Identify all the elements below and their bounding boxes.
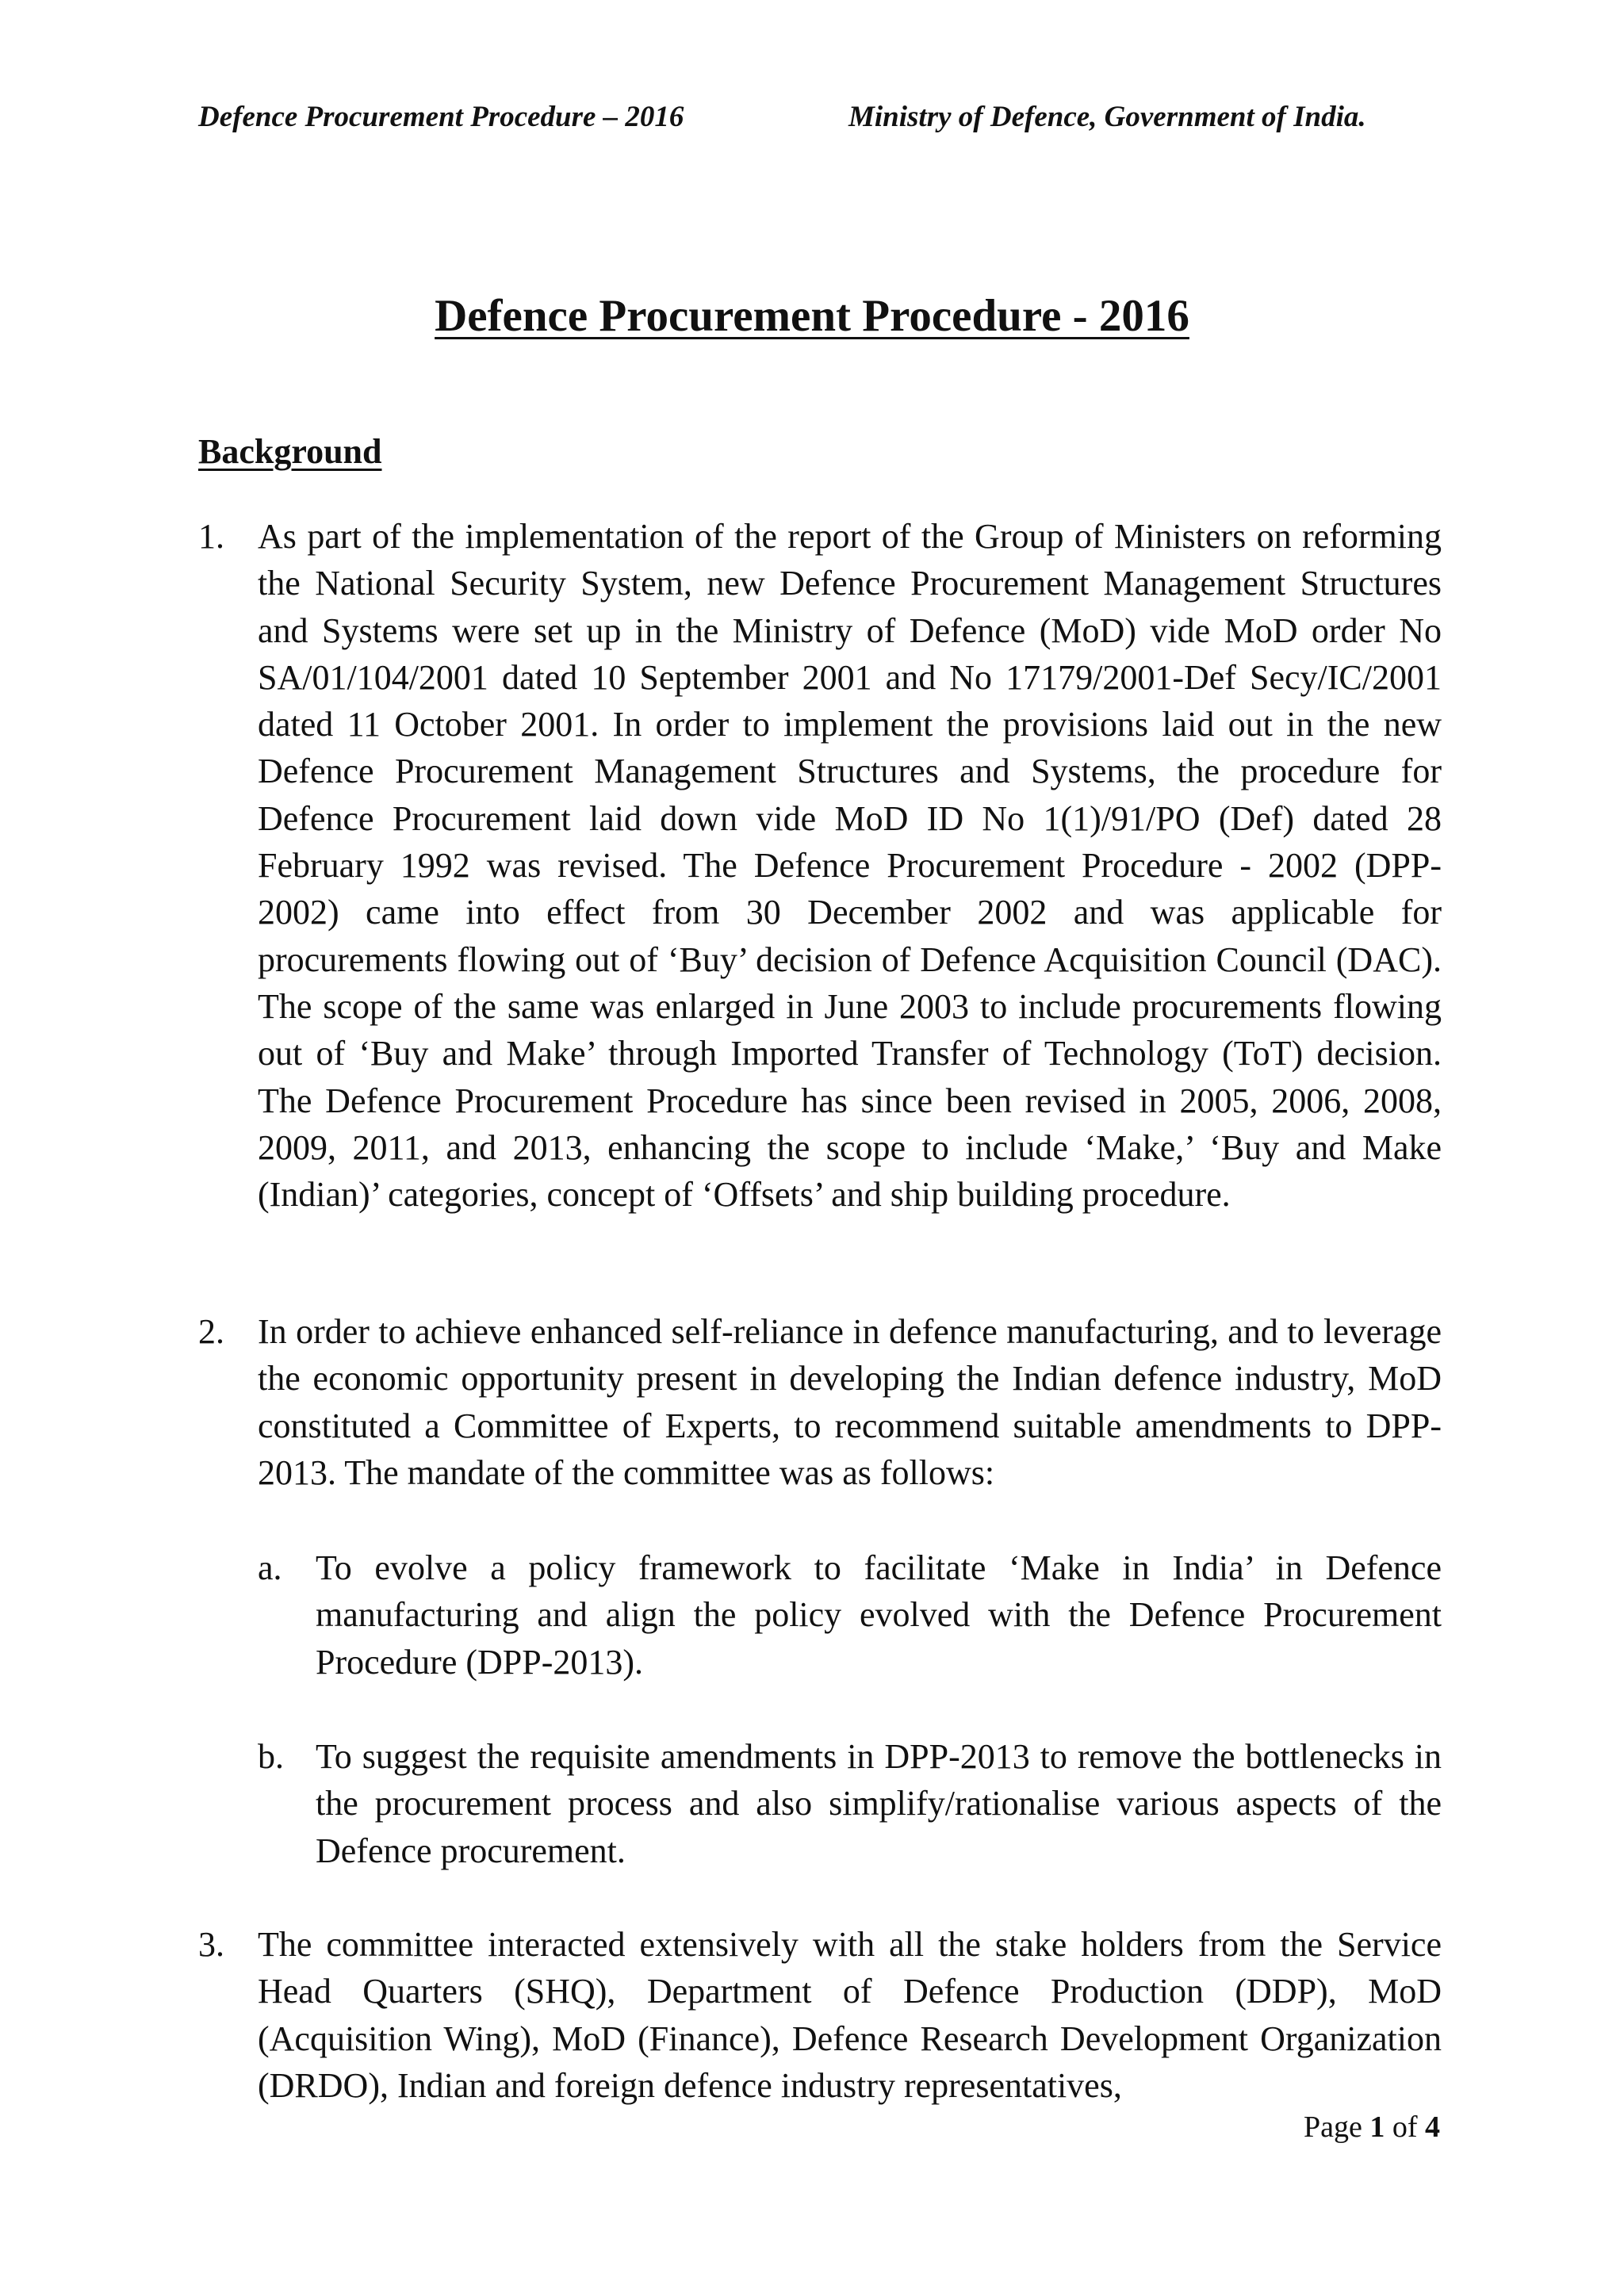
sub-item-letter: a.	[258, 1548, 282, 1587]
sub-item-a	[258, 1544, 1442, 1686]
document-title: Defence Procurement Procedure - 2016	[435, 291, 1189, 341]
page-footer	[1304, 2108, 1440, 2146]
paragraph-number: 3.	[198, 1925, 224, 1964]
paragraph-number: 2.	[198, 1312, 224, 1351]
paragraph-1	[198, 513, 1442, 1218]
section-heading-background: Background	[198, 432, 382, 471]
sub-item-letter: b.	[258, 1737, 284, 1776]
sub-item-text: To suggest the requisite amendments in DPP-2013 to remove the bottlenecks in the procurement process and also simplify/rationalise various aspects of the Defence procurement.	[316, 1737, 1442, 1870]
page-number: 1	[1369, 2110, 1385, 2144]
paragraph-text: The committee interacted extensively with all the stake holders from the Service Head Quarters (SHQ), Department of Defence Production (DDP), MoD (Acquisition Wing), MoD (Finance), Defence Research Development Organization (DRDO), Indian and foreign defence industry representatives,	[258, 1925, 1442, 2105]
sub-item-b	[258, 1733, 1442, 1874]
running-header	[198, 98, 1426, 136]
page-total: 4	[1425, 2110, 1440, 2144]
paragraph-number: 1.	[198, 517, 224, 556]
sub-item-text: To evolve a policy framework to facilitate ‘Make in India’ in Defence manufacturing and align the policy evolved with the Defence Procurement Procedure (DPP-2013).	[316, 1548, 1442, 1682]
of-word: of	[1392, 2110, 1418, 2144]
paragraph-text: In order to achieve enhanced self-reliance in defence manufacturing, and to leverage the economic opportunity present in developing the Indian defence industry, MoD constituted a Committee of Experts, to recommend suitable amendments to DPP-2013. The mandate of the committee was as follows:	[258, 1312, 1442, 1492]
paragraph-3	[198, 1921, 1442, 2109]
page-word: Page	[1303, 2110, 1362, 2144]
header-ministry-name: Ministry of Defence, Government of India.	[848, 101, 1366, 133]
paragraph-text: As part of the implementation of the report of the Group of Ministers on reforming the National Security System, new Defence Procurement Management Structures and Systems were set up in the Ministry of Defence (MoD) vide MoD order No SA/01/104/2001 dated 10 September 2001 and No 17179/2001-Def Secy/IC/2001 dated 11 October 2001. In order to implement the provisions laid out in the new Defence Procurement Management Structures and Systems, the procedure for Defence Procurement laid down vide MoD ID No 1(1)/91/PO (Def) dated 28 February 1992 was revised. The Defence Procurement Procedure - 2002 (DPP-2002) came into effect from 30 December 2002 and was applicable for procurements flowing out of ‘Buy’ decision of Defence Acquisition Council (DAC). The scope of the same was enlarged in June 2003 to include procurements flowing out of ‘Buy and Make’ through Imported Transfer of Technology (ToT) decision. The Defence Procurement Procedure has since been revised in 2005, 2006, 2008, 2009, 2011, and 2013, enhancing the scope to include ‘Make,’ ‘Buy and Make (Indian)’ categories, concept of ‘Offsets’ and ship building procedure.	[258, 517, 1442, 1215]
paragraph-2	[198, 1308, 1442, 1496]
header-document-name: Defence Procurement Procedure – 2016	[198, 101, 684, 133]
